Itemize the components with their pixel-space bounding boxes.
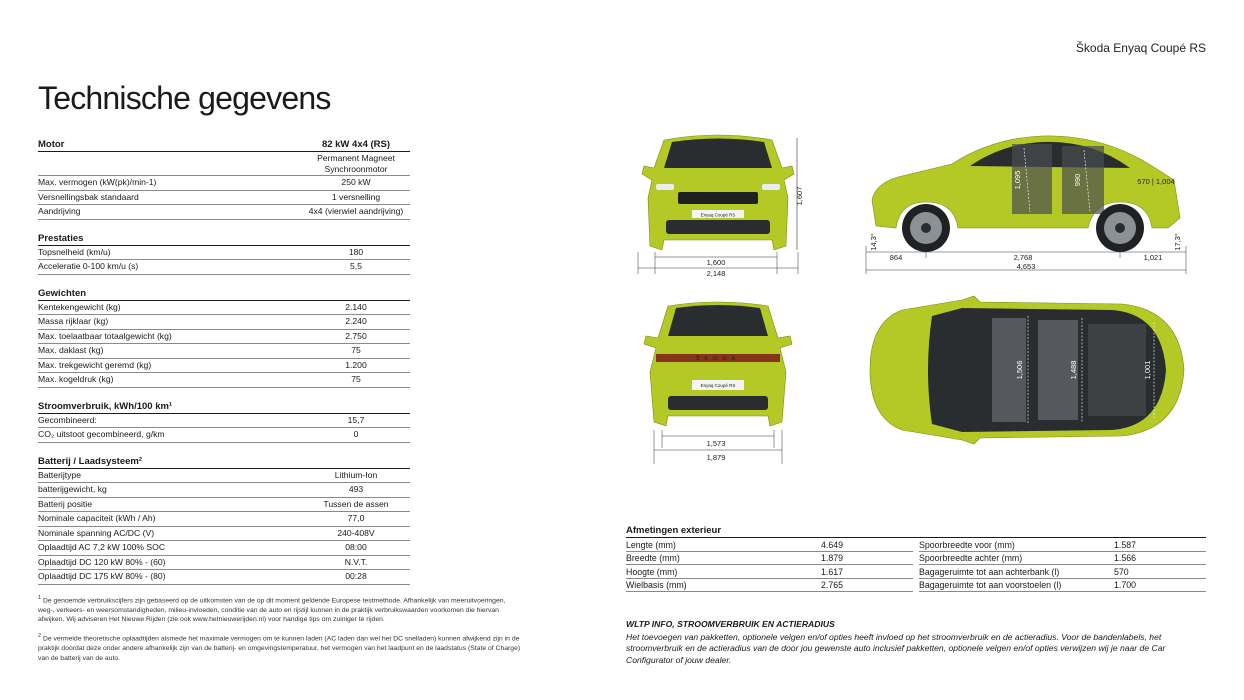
section-header bbox=[38, 287, 410, 301]
rear-plate-text: Enyaq Coupé RS bbox=[700, 383, 736, 388]
row-value: 4.649 bbox=[821, 539, 844, 550]
row-value: 15,7 bbox=[347, 414, 365, 425]
rear-width-label: 1,879 bbox=[706, 453, 726, 462]
wltp-info bbox=[626, 619, 1206, 666]
side-angle-rear-label: 17,3° bbox=[1173, 233, 1182, 251]
row-value: 1.566 bbox=[1114, 553, 1137, 563]
row-value: 08:00 bbox=[345, 542, 367, 552]
exterior-title: Afmetingen exterieur bbox=[626, 525, 1206, 538]
table-row bbox=[919, 579, 1206, 593]
footnote-2 bbox=[38, 632, 523, 663]
section-title: Batterij / Laadsysteem² bbox=[38, 455, 143, 467]
row-value: 2.140 bbox=[345, 301, 367, 312]
row-label: Acceleratie 0-100 km/u (s) bbox=[38, 261, 139, 271]
section-column-title: 82 kW 4x4 (RS) bbox=[321, 139, 391, 150]
row-label: Nominale capaciteit (kWh / Ah) bbox=[38, 513, 156, 523]
row-value: 77,0 bbox=[347, 513, 365, 523]
row-value: 240-408V bbox=[337, 527, 375, 538]
table-row bbox=[38, 512, 410, 527]
row-label: Spoorbreedte achter (mm) bbox=[919, 553, 1023, 563]
row-value: 250 kW bbox=[341, 177, 371, 187]
brand-model-name: Škoda Enyaq Coupé RS bbox=[1075, 41, 1206, 55]
row-label: Oplaadtijd DC 120 kW 80% - (60) bbox=[38, 556, 166, 567]
exterior-left-column bbox=[626, 538, 913, 592]
table-row bbox=[626, 552, 913, 566]
table-row bbox=[38, 205, 410, 220]
row-label: Versnellingsbak standaard bbox=[38, 191, 139, 202]
row-label: Kentekengewicht (kg) bbox=[38, 301, 121, 312]
row-value: N.V.T. bbox=[344, 556, 368, 567]
row-value: 1.879 bbox=[821, 553, 844, 563]
footnote-mark: 1 bbox=[38, 595, 42, 601]
side-wheelbase-label: 2,768 bbox=[1013, 253, 1033, 262]
table-row bbox=[38, 359, 410, 374]
row-label: Bagageruimte tot aan achterbank (l) bbox=[919, 566, 1060, 577]
row-value: 1 versnelling bbox=[331, 191, 381, 202]
spec-tables bbox=[38, 138, 410, 597]
table-row bbox=[38, 541, 410, 556]
front-plate-text: Enyaq Coupé RS bbox=[700, 212, 736, 218]
row-label: Aandrijving bbox=[38, 206, 81, 216]
side-rear-overhang-label: 1,021 bbox=[1143, 253, 1163, 262]
section-stroomverbruik bbox=[38, 400, 410, 443]
row-value: Tussen de assen bbox=[323, 498, 389, 509]
table-row bbox=[38, 315, 410, 330]
section-title: Prestaties bbox=[38, 232, 84, 244]
row-value: 2.240 bbox=[345, 316, 367, 326]
side-view-drawing bbox=[862, 128, 1192, 278]
row-value: Permanent Magneet Synchroonmotor bbox=[317, 153, 395, 174]
footnotes bbox=[38, 594, 523, 670]
section-title: Gewichten bbox=[38, 287, 87, 299]
row-value: 75 bbox=[351, 374, 361, 384]
table-row bbox=[919, 538, 1206, 552]
table-row bbox=[38, 152, 410, 176]
table-row bbox=[38, 498, 410, 513]
table-row bbox=[626, 538, 913, 552]
front-width-label: 2,148 bbox=[706, 269, 726, 278]
row-label: Max. kogeldruk (kg) bbox=[38, 374, 114, 384]
front-track-label: 1,600 bbox=[706, 258, 726, 267]
page-title: Technische gegevens bbox=[38, 80, 331, 116]
row-value: 1.700 bbox=[1114, 580, 1137, 590]
footnote-text: De genoemde verbruikscijfers zijn gebaseerd op de uitkomsten van de op dit moment geldende Europese testmethode. Afhankelijk van meeruitvoeringen, weg-, verkeers- en weersomstandigheden, milieu-invloeden, conditie van de auto en rijstijl kunnen in de praktijk verbruikswaarden voorkomen die hiervan afwijken. Wij adviseren Het Nieuwe Rijden (zie ook www.hetnieuwerijden.nl) voor handige tips om zuiniger te rijden. bbox=[38, 597, 506, 624]
table-row bbox=[626, 565, 913, 579]
rear-track-label: 1,573 bbox=[706, 439, 726, 448]
side-boot-label: 570 | 1,004 bbox=[1137, 177, 1175, 186]
row-value: 180 bbox=[348, 246, 364, 257]
row-value: 75 bbox=[351, 345, 361, 355]
table-row bbox=[38, 330, 410, 345]
row-value: 00:28 bbox=[345, 571, 367, 581]
row-value: Lithium-Ion bbox=[334, 469, 378, 480]
row-value: 2.765 bbox=[821, 580, 844, 590]
row-value: 1.200 bbox=[345, 359, 367, 370]
row-label: Breedte (mm) bbox=[626, 553, 680, 563]
row-value: 0 bbox=[353, 429, 359, 439]
exterior-dimensions-table bbox=[626, 525, 1206, 592]
row-label: Max. trekgewicht geremd (kg) bbox=[38, 359, 152, 370]
section-title: Motor bbox=[38, 139, 65, 150]
section-motor bbox=[38, 138, 410, 220]
rear-view-drawing bbox=[626, 296, 811, 468]
row-value: 570 bbox=[1114, 566, 1129, 577]
exterior-right-column bbox=[919, 538, 1206, 592]
table-row bbox=[38, 373, 410, 388]
section-title: Stroomverbruik, kWh/100 km¹ bbox=[38, 400, 173, 412]
row-label: Max. toelaatbaar totaalgewicht (kg) bbox=[38, 330, 172, 341]
section-header bbox=[38, 138, 410, 152]
side-angle-front-label: 14,3° bbox=[869, 233, 878, 251]
row-label: Bagageruimte tot aan voorstoelen (l) bbox=[919, 580, 1062, 590]
row-label bbox=[38, 152, 298, 175]
table-row bbox=[38, 344, 410, 359]
footnote-mark: 2 bbox=[38, 633, 42, 640]
row-label: Spoorbreedte voor (mm) bbox=[919, 539, 1015, 550]
front-view-drawing bbox=[626, 128, 811, 278]
row-label: Gecombineerd: bbox=[38, 414, 97, 425]
row-label: Batterijtype bbox=[38, 469, 81, 480]
table-row bbox=[38, 570, 410, 585]
side-headroom-rear-label: 990 bbox=[1073, 173, 1082, 187]
section-prestaties bbox=[38, 232, 410, 275]
front-height-label: 1,607 bbox=[795, 186, 804, 206]
side-headroom-front-label: 1,095 bbox=[1013, 170, 1022, 190]
row-value: 1.617 bbox=[821, 566, 844, 577]
table-row bbox=[919, 552, 1206, 566]
row-label: Nominale spanning AC/DC (V) bbox=[38, 527, 155, 538]
row-label: CO₂ uitstoot gecombineerd, g/km bbox=[38, 429, 165, 439]
wltp-text: Het toevoegen van pakketten, optionele velgen en/of opties heeft invloed op het stroomverbruik en de actieradius. Voor de bandenlabels, het stroomverbruik en de actieradius van de door jou gewenste auto inclusief pakketten, optionele velgen en/of opties verwijzen wij je naar de Car Configurator of jouw dealer. bbox=[626, 631, 1166, 665]
table-row bbox=[38, 191, 410, 206]
top-view-drawing bbox=[862, 294, 1192, 449]
table-row bbox=[38, 414, 410, 429]
table-row bbox=[919, 565, 1206, 579]
row-label: Wielbasis (mm) bbox=[626, 580, 687, 590]
rear-badge-text: ŠKODA bbox=[695, 356, 741, 362]
table-row bbox=[38, 556, 410, 571]
side-front-overhang-label: 864 bbox=[889, 253, 903, 262]
row-label: Massa rijklaar (kg) bbox=[38, 316, 109, 326]
table-row bbox=[626, 579, 913, 593]
row-label: Max. daklast (kg) bbox=[38, 345, 104, 355]
row-label: batterijgewicht, kg bbox=[38, 484, 107, 494]
row-label: Hoogte (mm) bbox=[626, 566, 678, 577]
top-width-rear-label: 1,488 bbox=[1069, 360, 1078, 380]
footnote-text: De vermelde theoretische oplaadtijden alsmede het maximale vermogen om te kunnen laden (AC laden dan wel het DC snelladen) kunnen afwijkend zijn in de praktijk doordat deze onder andere afhankelijk zijn van de batterij- en omgevingstemperatuur, het vermogen van het laadpunt en de laadstatus (State of Charge) van de batterij van de auto. bbox=[38, 635, 521, 662]
row-value: 4x4 (vierwiel aandrijving) bbox=[308, 206, 404, 216]
row-value: 493 bbox=[348, 484, 364, 494]
footnote-1 bbox=[38, 594, 523, 625]
row-label: Lengte (mm) bbox=[626, 539, 676, 550]
table-row bbox=[38, 301, 410, 316]
section-gewichten bbox=[38, 287, 410, 388]
wltp-heading: WLTP INFO, STROOMVERBRUIK EN ACTIERADIUS bbox=[626, 619, 835, 629]
row-label: Oplaadtijd DC 175 kW 80% - (80) bbox=[38, 571, 166, 581]
table-row bbox=[38, 469, 410, 484]
row-value: 5,5 bbox=[350, 261, 362, 271]
table-row bbox=[38, 527, 410, 542]
top-width-front-label: 1,506 bbox=[1015, 360, 1024, 380]
row-label: Max. vermogen (kW(pk)/min-1) bbox=[38, 177, 157, 187]
section-header bbox=[38, 455, 410, 469]
table-row bbox=[38, 483, 410, 498]
top-boot-width-label: 1,001 bbox=[1143, 360, 1152, 380]
section-batterij bbox=[38, 455, 410, 585]
section-header bbox=[38, 232, 410, 246]
row-label: Oplaadtijd AC 7,2 kW 100% SOC bbox=[38, 542, 166, 552]
row-label: Batterij positie bbox=[38, 498, 92, 509]
section-header bbox=[38, 400, 410, 414]
side-length-label: 4,653 bbox=[1016, 262, 1036, 271]
table-row bbox=[38, 246, 410, 261]
row-label: Topsnelheid (km/u) bbox=[38, 246, 111, 257]
row-value: 2.750 bbox=[345, 330, 367, 341]
table-row bbox=[38, 428, 410, 443]
row-value: 1.587 bbox=[1114, 539, 1137, 550]
table-row bbox=[38, 176, 410, 191]
table-row bbox=[38, 260, 410, 275]
